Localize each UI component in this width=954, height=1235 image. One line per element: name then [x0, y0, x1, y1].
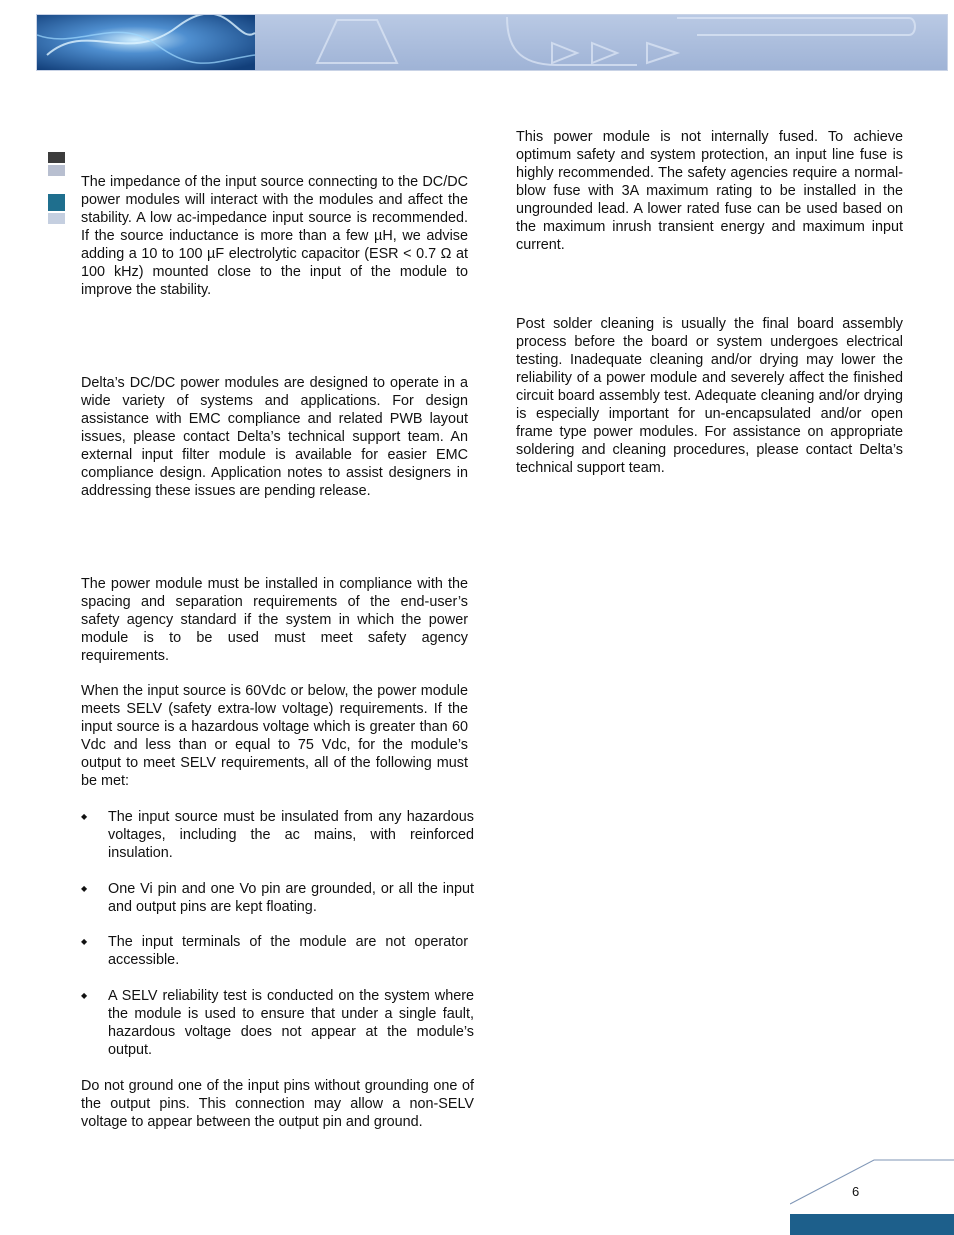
header-banner: [36, 14, 948, 71]
diamond-bullet-icon: ◆: [81, 991, 88, 1000]
cleaning-text: Post solder cleaning is usually the final board assembly process before the board or system undergoes electrical testing. Inadequate cleaning and/or drying may lower the reliability of a power module and severely affect the finished circuit board assembly test. Adequate cleaning and/or drying is especially important for un-encapsulated and/or open frame type power modules. For assistance on appropriate soldering and cleaning procedures, please contact Delta’s technical support team.: [516, 316, 903, 476]
list-item-text: One Vi pin and one Vo pin are grounded, or all the input and output pins are kept floating.: [108, 881, 474, 915]
list-item: [81, 933, 468, 969]
cleaning-paragraph: [516, 315, 903, 477]
list-item: [81, 987, 474, 1059]
section-marker-icon-1: [48, 152, 65, 176]
list-item: [81, 808, 474, 862]
list-item-text: The input source must be insulated from any hazardous voltages, including the ac mains, with reinforced insulation.: [108, 809, 474, 861]
input-fuse-text: This power module is not internally fused. To achieve optimum safety and system protection, an input line fuse is highly recommended. The safety agencies require a normal-blow fuse with 3A maximum rating to be installed in the ungrounded lead. A lower rated fuse can be used based on the maximum inrush transient energy and maximum input current.: [516, 129, 903, 253]
grounding-paragraph: [81, 1077, 474, 1131]
list-item: [81, 880, 474, 916]
input-fuse-paragraph: [516, 128, 903, 254]
diamond-bullet-icon: ◆: [81, 884, 88, 893]
grounding-text: Do not ground one of the input pins without grounding one of the output pins. This connection may allow a non-SELV voltage to appear between the output pin and ground.: [81, 1078, 474, 1130]
diamond-bullet-icon: ◆: [81, 937, 88, 946]
footer-band: [790, 1214, 954, 1235]
selv-text: When the input source is 60Vdc or below, the power module meets SELV (safety extra-low voltage) requirements. If the input source is a hazardous voltage which is greater than 60 Vdc and less than or equal to 75 Vdc, for the module’s output to meet SELV requirements, all of the following must be met:: [81, 683, 468, 789]
safety-compliance-text: The power module must be installed in compliance with the spacing and separation requirements of the end-user’s safety agency standard if the system in which the power module is to be used must meet safety agency requirements.: [81, 576, 468, 664]
input-source-impedance-paragraph: [81, 173, 468, 299]
section-marker-icon-2: [48, 194, 65, 224]
page-number: 6: [852, 1184, 860, 1199]
header-graphic: [37, 15, 947, 70]
emc-paragraph: [81, 374, 468, 500]
selv-paragraph: [81, 682, 468, 790]
emc-text: Delta’s DC/DC power modules are designed to operate in a wide variety of systems and applications. For design assistance with EMC compliance and related PWB layout issues, please contact Delta’s technical support team. An external input filter module is available for easier EMC compliance design. Application notes to assist designers in addressing these issues are pending release.: [81, 375, 468, 499]
list-item-text: The input terminals of the module are not operator accessible.: [108, 934, 468, 968]
diamond-bullet-icon: ◆: [81, 812, 88, 821]
input-source-impedance-text: The impedance of the input source connecting to the DC/DC power modules will interact with the modules and affect the stability. A low ac-impedance input source is recommended. If the source inductance is more than a few µH, we advise adding a 10 to 100 µF electrolytic capacitor (ESR < 0.7 Ω at 100 kHz) mounted close to the input of the module to improve the stability.: [81, 174, 468, 298]
footer-graphic: [790, 1158, 954, 1235]
safety-compliance-paragraph: [81, 575, 468, 665]
list-item-text: A SELV reliability test is conducted on the system where the module is used to ensure that under a single fault, hazardous voltage does not appear at the module’s output.: [108, 988, 474, 1058]
footer-outline: [790, 1160, 954, 1204]
